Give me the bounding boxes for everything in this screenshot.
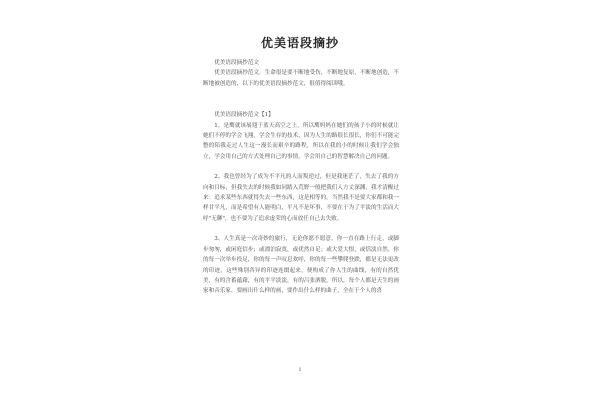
intro-paragraph: 优美语段摘抄范文，生命很是要不断地受伤，不断地复原，不断地创造，不断地被创造的，以下的优美语段摘抄范文，很值得阅读哦。 [203, 70, 399, 87]
spacer [203, 224, 399, 234]
spacer [203, 89, 399, 110]
spacer [203, 162, 399, 172]
body-paragraph-2: 2、我也曾经为了成为不平凡的人而叛逆过，但是我迷茫了，失去了我的方向和目标，但我失去的时候我如同踏入荒野一般把我们人方丈深渊，我才清醒过来：追求某些东西就得失去一些东西，这是相等的。当然我不是要大家都和我一样甘平凡，而是希望有人能明白，平凡不是坏事，不要在于为了平淡的生活而大呼"无聊"，也不要为了追求虚荣的心而放任自己去失败。 [203, 174, 399, 222]
subtitle: 优美语段摘抄范文 [214, 60, 259, 66]
body-paragraph-1: 1、是鹰就该展翅于蓝天高空之上，所以鹰妈妈在她们的孩子小的时候就让她们不停的学会飞翔，学会生存的技术，因为人生的路很长很长，你们不可能完整的陪我走过人生这一漫长而艰辛的路程，所以在我的小的时候让我们学会独立，学会用自己的方式处理自己的事情，学会用自己的智慧解决自己的问题。 [203, 122, 399, 160]
page-title: 优美语段摘抄 [260, 36, 339, 50]
page-number: 1 [298, 367, 302, 373]
section-heading: 优美语段摘抄范文【1】 [214, 112, 274, 119]
body-paragraph-3: 3、人生真是一次奇妙的旅行，无论你愿不愿意，你一直在路上行走，或脚步匆匆，或闲庭信步；或漂泊寂寞，或优然自足；或大爱大恨，或恬淡自然。你的每一次举步投足，你的每一声叹息欢呼，你的每一些攀爬登跌，都是无法更改的印迹，这些殊别各异的印迹连缀起来，便构成了你人生的曲线，有的自然优美，有的含蓄蕴藉，有的平平淡淡，有的吕张洒脱。所以，每个人都是天生的画家和音乐家，要画出什么样的画，要作出什么样的曲子，全在于个人的喜 [203, 236, 399, 295]
document-body [203, 58, 399, 297]
